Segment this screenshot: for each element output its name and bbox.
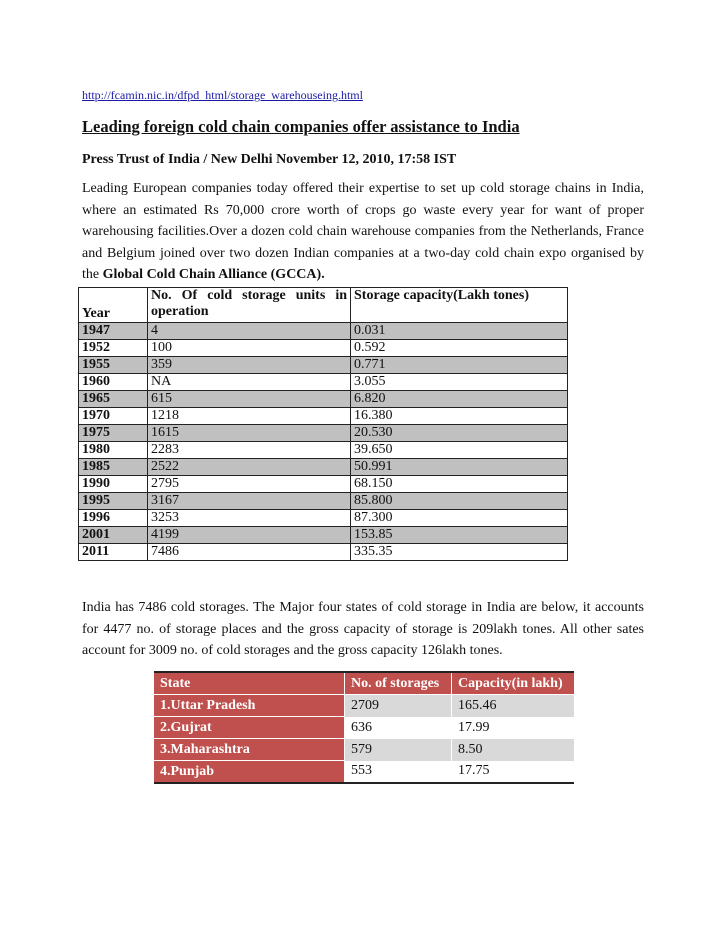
- year-cell: 1995: [79, 493, 148, 510]
- table-row: [79, 442, 568, 459]
- units-cell: 4: [148, 323, 351, 340]
- article-title: Leading foreign cold chain companies offer assistance to India: [82, 117, 520, 136]
- units-cell: 3253: [148, 510, 351, 527]
- units-cell: 1218: [148, 408, 351, 425]
- cold-storage-history-table: [78, 287, 568, 561]
- year-cell: 1960: [79, 374, 148, 391]
- state-cell: 2.Gujrat: [154, 717, 345, 739]
- capacity-cell: 20.530: [351, 425, 568, 442]
- capacity-cell: 68.150: [351, 476, 568, 493]
- year-cell: 1952: [79, 340, 148, 357]
- capacity-cell: 17.99: [452, 717, 575, 739]
- year-cell: 1980: [79, 442, 148, 459]
- year-cell: 1965: [79, 391, 148, 408]
- table-row: [79, 357, 568, 374]
- storages-cell: 636: [345, 717, 452, 739]
- table-row: [79, 544, 568, 561]
- header-units: No. Of cold storage units in operation: [148, 288, 351, 323]
- units-cell: 7486: [148, 544, 351, 561]
- table-row: [79, 340, 568, 357]
- units-cell: 2795: [148, 476, 351, 493]
- capacity-cell: 6.820: [351, 391, 568, 408]
- units-cell: 4199: [148, 527, 351, 544]
- header-capacity: Storage capacity(Lakh tones): [351, 288, 568, 323]
- units-cell: 615: [148, 391, 351, 408]
- table-row: [79, 527, 568, 544]
- capacity-cell: 87.300: [351, 510, 568, 527]
- header-storages: No. of storages: [345, 672, 452, 695]
- table-row: [154, 739, 574, 761]
- table-row: [154, 695, 574, 717]
- units-cell: 2522: [148, 459, 351, 476]
- table-row: [154, 761, 574, 784]
- capacity-cell: 8.50: [452, 739, 575, 761]
- units-cell: 1615: [148, 425, 351, 442]
- source-link[interactable]: http://fcamin.nic.in/dfpd_html/storage_warehouseing.html: [82, 88, 363, 102]
- table-row: [79, 391, 568, 408]
- year-cell: 1970: [79, 408, 148, 425]
- table-row: [79, 510, 568, 527]
- capacity-cell: 0.031: [351, 323, 568, 340]
- intro-text: Leading European companies today offered their expertise to set up cold storage chains in India, where an estimated Rs 70,000 crore worth of crops go waste every year for want of proper warehousing facilities.Over a dozen cold chain warehouse companies from the Netherlands, France and Belgium joined over two dozen Indian companies at a two-day cold chain expo organised by the: [82, 181, 644, 282]
- storages-cell: 579: [345, 739, 452, 761]
- capacity-cell: 50.991: [351, 459, 568, 476]
- units-cell: 3167: [148, 493, 351, 510]
- state-cell: 4.Punjab: [154, 761, 345, 784]
- capacity-cell: 85.800: [351, 493, 568, 510]
- capacity-cell: 3.055: [351, 374, 568, 391]
- header-capacity: Capacity(in lakh): [452, 672, 575, 695]
- capacity-cell: 165.46: [452, 695, 575, 717]
- year-cell: 2001: [79, 527, 148, 544]
- table-row: [79, 459, 568, 476]
- table-row: [154, 717, 574, 739]
- capacity-cell: 153.85: [351, 527, 568, 544]
- capacity-cell: 0.771: [351, 357, 568, 374]
- table-row: [79, 493, 568, 510]
- state-cell: 3.Maharashtra: [154, 739, 345, 761]
- table-row: [79, 323, 568, 340]
- state-cell: 1.Uttar Pradesh: [154, 695, 345, 717]
- table-row: [79, 425, 568, 442]
- year-cell: 1975: [79, 425, 148, 442]
- table-row: [79, 408, 568, 425]
- year-cell: 1955: [79, 357, 148, 374]
- table-row: [79, 374, 568, 391]
- header-state: State: [154, 672, 345, 695]
- year-cell: 1985: [79, 459, 148, 476]
- year-cell: 2011: [79, 544, 148, 561]
- units-cell: 100: [148, 340, 351, 357]
- units-cell: 359: [148, 357, 351, 374]
- year-cell: 1990: [79, 476, 148, 493]
- year-cell: 1947: [79, 323, 148, 340]
- byline: Press Trust of India / New Delhi November 12, 2010, 17:58 IST: [82, 152, 457, 167]
- capacity-cell: 16.380: [351, 408, 568, 425]
- storages-cell: 553: [345, 761, 452, 784]
- intro-paragraph: [82, 178, 644, 286]
- storages-cell: 2709: [345, 695, 452, 717]
- header-year: Year: [79, 288, 148, 323]
- capacity-cell: 335.35: [351, 544, 568, 561]
- table-row: [79, 476, 568, 493]
- summary-paragraph: India has 7486 cold storages. The Major four states of cold storage in India are below, it accounts for 4477 no. of storage places and the gross capacity of storage is 209lakh tones. All other sates account for 3009 no. of cold storages and the gross capacity 126lakh tones.: [82, 600, 644, 658]
- gcca-name: Global Cold Chain Alliance (GCCA).: [102, 267, 325, 282]
- capacity-cell: 17.75: [452, 761, 575, 784]
- capacity-cell: 39.650: [351, 442, 568, 459]
- top-states-table: [154, 671, 574, 784]
- year-cell: 1996: [79, 510, 148, 527]
- capacity-cell: 0.592: [351, 340, 568, 357]
- units-cell: NA: [148, 374, 351, 391]
- units-cell: 2283: [148, 442, 351, 459]
